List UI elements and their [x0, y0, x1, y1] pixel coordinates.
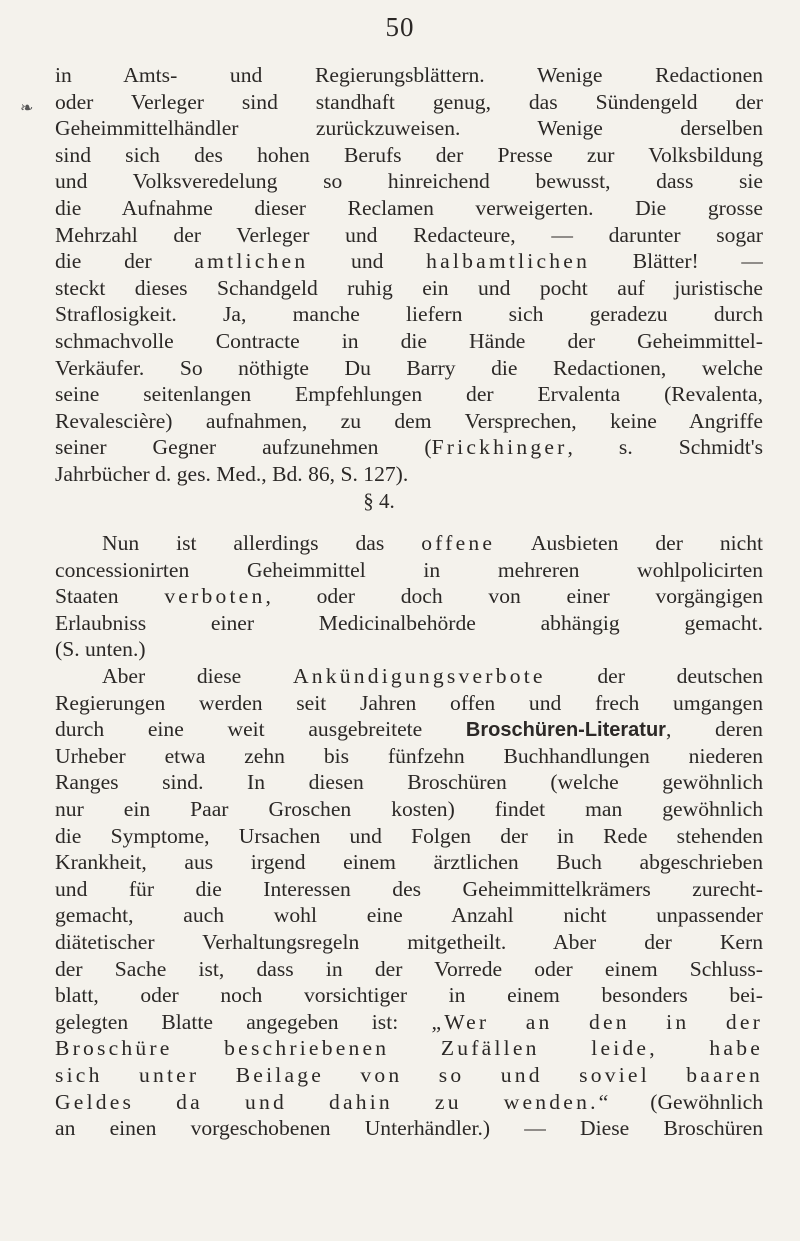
- text-line: [55, 929, 763, 956]
- text-run: Ausbieten der nicht: [495, 531, 763, 556]
- text-run: (Gewöhnlich: [611, 1089, 763, 1114]
- emphasis-text: halbamtlichen: [426, 249, 591, 274]
- emphasis-text: Broschüre beschriebenen Zufällen leide, habe: [55, 1036, 763, 1061]
- text-line: [55, 690, 763, 717]
- text-run: seine seitenlangen Empfehlungen der Ervalenta (Revalenta,: [55, 382, 763, 407]
- text-run: und: [308, 249, 427, 274]
- text-line: [55, 248, 763, 275]
- text-run: gelegten Blatte angegeben ist:: [55, 1009, 432, 1034]
- text-run: schmachvolle Contracte in die Hände der Geheimmittel-: [55, 328, 763, 353]
- text-run: Straflosigkeit. Ja, manche liefern sich geradezu durch: [55, 302, 763, 327]
- text-run: der deutschen: [545, 664, 763, 689]
- text-line: [55, 168, 763, 195]
- text-run: der Sache ist, dass in der Vorrede oder einem Schluss-: [55, 956, 763, 981]
- text-line: [55, 823, 763, 850]
- text-line: [55, 1115, 763, 1142]
- text-line: [55, 849, 763, 876]
- text-line: [55, 355, 763, 382]
- text-run: Krankheit, aus irgend einem ärztlichen Buch abgeschrieben: [55, 850, 763, 875]
- text-line: [55, 610, 763, 637]
- text-run: Jahrbücher d. ges. Med., Bd. 86, S. 127).: [55, 461, 409, 486]
- text-run: Staaten: [55, 584, 165, 609]
- text-run: die der: [55, 249, 195, 274]
- text-line: [55, 115, 763, 142]
- text-line: [55, 222, 763, 249]
- text-run: steckt dieses Schandgeld ruhig ein und pocht auf juristische: [55, 275, 763, 300]
- text-line: [55, 902, 763, 929]
- text-line: [55, 1062, 763, 1089]
- text-line: [55, 301, 763, 328]
- text-run: Erlaubniss einer Medicinalbehörde abhängig gemacht.: [55, 610, 763, 635]
- margin-mark: ❧: [20, 100, 34, 117]
- section-heading: § 4.: [363, 488, 395, 513]
- text-line: [55, 557, 763, 584]
- text-run: oder Verleger sind standhaft genug, das Sündengeld der: [55, 89, 763, 114]
- text-run: in Amts- und Regierungsblättern. Wenige Redactionen: [55, 63, 763, 87]
- text-line: [55, 89, 763, 116]
- text-line: [55, 876, 763, 903]
- emphasis-text: offene: [421, 531, 496, 556]
- text-run: durch eine weit ausgebreitete: [55, 717, 466, 742]
- text-run: Revalescière) aufnahmen, zu dem Versprechen, keine Angriffe: [55, 408, 763, 433]
- text-line: [55, 956, 763, 983]
- text-line: [55, 769, 763, 796]
- text-line: [55, 1009, 763, 1036]
- text-line: [55, 530, 763, 557]
- bold-term: Broschüren-Literatur: [465, 719, 666, 742]
- text-run: die Aufnahme dieser Reclamen verweigerten. Die grosse: [55, 195, 763, 220]
- text-line: [55, 796, 763, 823]
- text-line: [55, 663, 763, 690]
- body-text: [55, 62, 763, 1142]
- text-run: seiner Gegner aufzunehmen (: [55, 435, 432, 460]
- text-line: [55, 275, 763, 302]
- text-line: [55, 408, 763, 435]
- text-run: Blätter! —: [590, 249, 763, 274]
- text-run: die Symptome, Ursachen und Folgen der in Rede stehenden: [55, 823, 763, 848]
- text-run: Verkäufer. So nöthigte Du Barry die Redactionen, welche: [55, 355, 763, 380]
- emphasis-text: Frickhinger: [431, 435, 568, 460]
- text-run: , oder doch von einer vorgängigen: [265, 584, 763, 609]
- text-line: [55, 434, 763, 461]
- emphasis-text: sich unter Beilage von so und soviel baaren: [55, 1062, 763, 1087]
- text-run: Regierungen werden seit Jahren offen und frech umgangen: [55, 690, 763, 715]
- text-line: [55, 461, 763, 488]
- text-run: und für die Interessen des Geheimmittelkrämers zurecht-: [55, 876, 763, 901]
- text-run: Ranges sind. In diesen Broschüren (welche gewöhnlich: [55, 770, 763, 795]
- emphasis-text: „Wer an den in der: [431, 1009, 763, 1034]
- text-run: , deren: [665, 717, 763, 742]
- text-run: (S. unten.): [55, 637, 146, 662]
- text-run: blatt, oder noch vorsichtiger in einem besonders bei-: [55, 983, 763, 1008]
- text-line: [55, 142, 763, 169]
- text-run: und Volksveredelung so hinreichend bewusst, dass sie: [55, 169, 763, 194]
- emphasis-text: amtlichen: [194, 249, 309, 274]
- text-run: nur ein Paar Groschen kosten) findet man gewöhnlich: [55, 797, 763, 822]
- text-line: [55, 381, 763, 408]
- text-run: gemacht, auch wohl eine Anzahl nicht unpassender: [55, 903, 763, 928]
- emphasis-text: Geldes da und dahin zu wenden.“: [55, 1089, 612, 1114]
- text-line: [55, 743, 763, 770]
- text-run: Mehrzahl der Verleger und Redacteure, — darunter sogar: [55, 222, 763, 247]
- text-line: [55, 716, 763, 743]
- text-run: , s. Schmidt's: [567, 435, 763, 460]
- text-run: concessionirten Geheimmittel in mehreren wohlpolicirten: [55, 557, 763, 582]
- text-line: [55, 62, 763, 89]
- text-run: Geheimmittelhändler zurückzuweisen. Wenige derselben: [55, 116, 763, 141]
- text-run: Urheber etwa zehn bis fünfzehn Buchhandlungen niederen: [55, 743, 763, 768]
- text-run: an einen vorgeschobenen Unterhändler.) — Diese Broschüren: [55, 1116, 763, 1141]
- emphasis-text: Ankündigungsverbote: [292, 664, 546, 689]
- text-line: [55, 982, 763, 1009]
- text-run: sind sich des hohen Berufs der Presse zur Volksbildung: [55, 142, 763, 167]
- text-run: diätetischer Verhaltungsregeln mitgetheilt. Aber der Kern: [55, 930, 763, 954]
- text-line: [55, 195, 763, 222]
- text-line: [55, 583, 763, 610]
- text-line: [55, 636, 763, 663]
- text-run: Aber diese: [102, 664, 293, 689]
- page-number: 50: [385, 12, 415, 42]
- emphasis-text: verboten: [164, 584, 266, 609]
- text-line: [55, 1089, 763, 1116]
- text-line: [55, 1035, 763, 1062]
- text-run: Nun ist allerdings das: [102, 531, 422, 556]
- text-line: [55, 328, 763, 355]
